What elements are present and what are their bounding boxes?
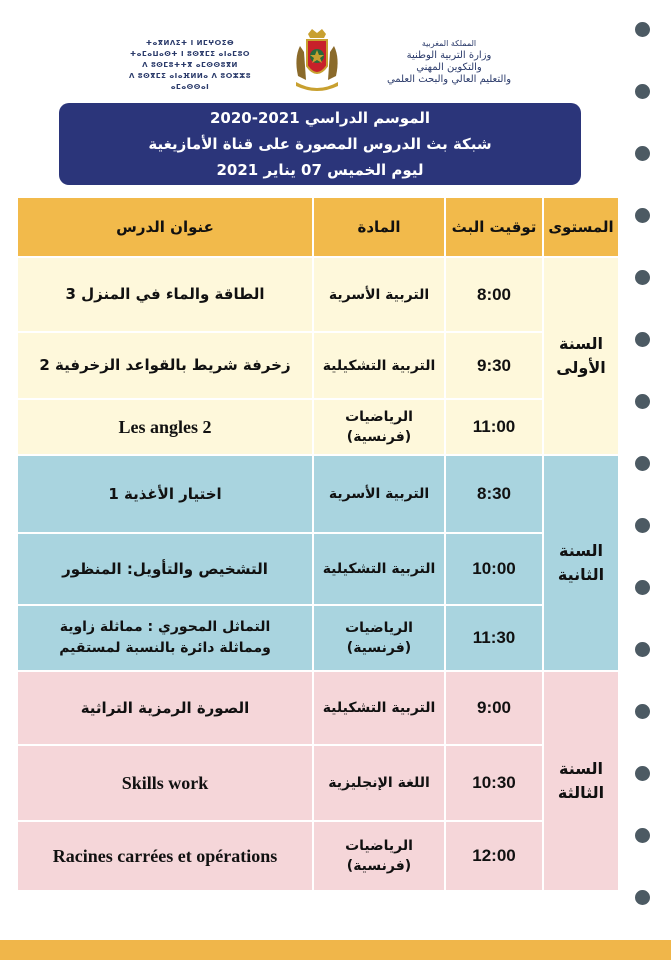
arabic-line: وزارة التربية الوطنية xyxy=(406,50,492,61)
lesson-title: اختيار الأغذية 1 xyxy=(17,455,313,533)
ring xyxy=(635,22,650,37)
arabic-line: والتعليم العالي والبحث العلمي xyxy=(386,74,512,85)
broadcast-time: 10:30 xyxy=(445,745,543,821)
lesson-title: Skills work xyxy=(17,745,313,821)
table-row xyxy=(17,605,619,671)
ring xyxy=(635,580,650,595)
level-label: السنة الأولى xyxy=(556,334,606,377)
moroccan-coat-of-arms-icon xyxy=(286,28,348,94)
level-cell xyxy=(543,455,619,671)
ministry-name-arabic xyxy=(384,38,514,86)
subject: الرياضيات (فرنسية) xyxy=(313,821,445,891)
header-level: المستوى xyxy=(543,197,619,257)
subject: التربية التشكيلية xyxy=(313,671,445,745)
broadcast-time: 12:00 xyxy=(445,821,543,891)
lesson-title: التشخيص والتأويل: المنظور xyxy=(17,533,313,605)
broadcast-date: ليوم الخميس 07 يناير 2021 xyxy=(216,161,424,179)
ring xyxy=(635,704,650,719)
level-label: السنة الثالثة xyxy=(557,759,605,802)
subject: التربية التشكيلية xyxy=(313,533,445,605)
broadcast-time: 8:30 xyxy=(445,455,543,533)
header-subject: المادة xyxy=(313,197,445,257)
ring xyxy=(635,518,650,533)
table-row xyxy=(17,257,619,332)
broadcast-time: 9:30 xyxy=(445,332,543,399)
lesson-title: Les angles 2 xyxy=(17,399,313,455)
level-label: السنة الثانية xyxy=(557,541,605,584)
arabic-line: والتكوين المهني xyxy=(416,62,482,73)
header-lesson: عنوان الدرس xyxy=(17,197,313,257)
ring xyxy=(635,270,650,285)
subject: الرياضيات (فرنسية) xyxy=(313,605,445,671)
bottom-bar xyxy=(0,940,671,960)
schedule-title-box xyxy=(59,103,581,185)
lesson-title: Racines carrées et opérations xyxy=(17,821,313,891)
ring xyxy=(635,642,650,657)
table-row xyxy=(17,533,619,605)
ring xyxy=(635,146,650,161)
subject: التربية التشكيلية xyxy=(313,332,445,399)
level-cell xyxy=(543,257,619,455)
table-row xyxy=(17,455,619,533)
ring xyxy=(635,208,650,223)
ring xyxy=(635,890,650,905)
tifinagh-line: ⴷ ⵓⵙⵎⵓⵜⵜⴳ ⴰⵎⵙⵙⵓⴳⵍ xyxy=(142,61,238,69)
ring xyxy=(635,456,650,471)
lesson-title: الطاقة والماء في المنزل 3 xyxy=(17,257,313,332)
broadcast-time: 8:00 xyxy=(445,257,543,332)
ring xyxy=(635,394,650,409)
subject: اللغة الإنجليزية xyxy=(313,745,445,821)
tifinagh-line: ⵜⴰⵎⴰⵡⴰⵙⵜ ⵏ ⵓⵙⴳⵎⵉ ⴰⵏⴰⵎⵓⵔ xyxy=(130,50,250,58)
level-cell xyxy=(543,671,619,891)
ring xyxy=(635,332,650,347)
broadcast-schedule-table xyxy=(16,196,620,892)
table-row xyxy=(17,745,619,821)
school-year: الموسم الدراسي 2021-2020 xyxy=(209,109,431,127)
arabic-line: المملكة المغربية xyxy=(421,39,477,48)
subject: الرياضيات (فرنسية) xyxy=(313,399,445,455)
ring xyxy=(635,766,650,781)
broadcast-time: 11:00 xyxy=(445,399,543,455)
table-row xyxy=(17,399,619,455)
broadcast-title: شبكة بث الدروس المصورة على قناة الأمازيغية xyxy=(148,135,492,153)
tifinagh-line: ⴷ ⵓⵙⴳⵎⵉ ⴰⵏⴰⴼⵍⵍⴰ ⴷ ⵓⵔⵣⵣⵓ ⴰⵎⴰⵙⵙⴰⵏ xyxy=(128,72,252,91)
subject: التربية الأسرية xyxy=(313,455,445,533)
lesson-title: الصورة الرمزية التراثية xyxy=(17,671,313,745)
tifinagh-line: ⵜⴰⴳⵍⴷⵉⵜ ⵏ ⵍⵎⵖⵔⵉⴱ xyxy=(145,39,235,47)
ring xyxy=(635,828,650,843)
broadcast-time: 9:00 xyxy=(445,671,543,745)
subject: التربية الأسرية xyxy=(313,257,445,332)
header-time: توقيت البث xyxy=(445,197,543,257)
ministry-name-tifinagh xyxy=(112,38,268,93)
table-row xyxy=(17,671,619,745)
table-header-row xyxy=(17,197,619,257)
broadcast-time: 10:00 xyxy=(445,533,543,605)
ring xyxy=(635,84,650,99)
lesson-title: التماثل المحوري : مماثلة زاوية ومماثلة دائرة بالنسبة لمستقيم xyxy=(17,605,313,671)
lesson-title: زخرفة شريط بالقواعد الزخرفية 2 xyxy=(17,332,313,399)
table-row xyxy=(17,821,619,891)
table-row xyxy=(17,332,619,399)
broadcast-time: 11:30 xyxy=(445,605,543,671)
